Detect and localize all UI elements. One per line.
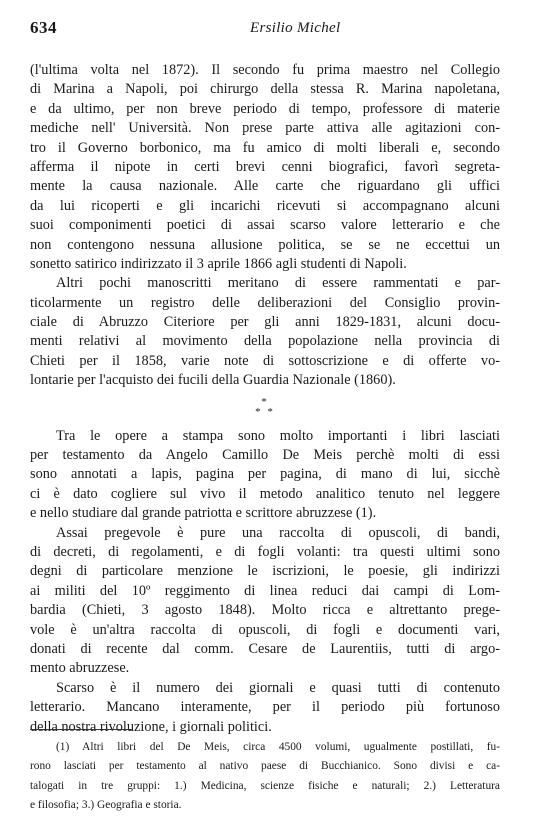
paragraph-4 — [30, 524, 500, 679]
text-line: Altri pochi manoscritti meritano di essere rammentati e par- — [56, 275, 500, 292]
text-line: e nello studiare dal grande patriotta e scrittore abruzzese (1). — [30, 505, 377, 522]
text-line: mente la causa nazionale. Alle carte che riguardano gli uffici — [30, 178, 500, 195]
text-line: menti relativi al movimento della popolazione nella provincia di — [30, 333, 500, 350]
paragraph-1 — [30, 61, 500, 274]
text-line: e da ultimo, per non breve periodo di tempo, professore di materie — [30, 100, 500, 117]
text-line: sonetto satirico indirizzato il 3 aprile 1866 agli studenti di Napoli. — [30, 255, 407, 272]
separator-star-top: * — [261, 395, 269, 408]
main-text — [30, 61, 500, 737]
text-line: bardia (Chieti, 3 agosto 1848). Molto ricca e altrettanto prege- — [30, 602, 500, 619]
footnote-line: (1) Altri libri del De Meis, circa 4500 volumi, ugualmente postillati, fu- — [56, 741, 500, 753]
text-line: mento abruzzese. — [30, 660, 130, 677]
text-line: ai militi del 10º reggimento di linea reduci dai campi di Lom- — [30, 582, 500, 599]
footnote-line: e filosofia; 3.) Geografia e storia. — [30, 799, 182, 812]
text-line: (l'ultima volta nel 1872). Il secondo fu prima maestro nel Collegio — [30, 62, 500, 78]
footnote-line: talogati in tre gruppi: 1.) Medicina, scienze fisiche e naturali; 2.) Letteratura — [30, 779, 500, 792]
text-line: Tra le opere a stampa sono molto importanti i libri lasciati — [56, 427, 500, 444]
running-title: Ersilio Michel — [250, 20, 341, 36]
footnote-divider — [30, 729, 132, 730]
footnote — [30, 739, 500, 817]
paragraph-2 — [30, 274, 500, 390]
text-line: vole è un'altra raccolta di opuscoli, di fogli e documenti vari, — [30, 621, 500, 638]
text-line: della nostra rivoluzione, i giornali politici. — [30, 718, 272, 735]
text-line: degni di particolare menzione le iscrizioni, le poesie, gli indirizzi — [30, 563, 500, 580]
text-line: lontarie per l'acquisto dei fucili della Guardia Nazionale (1860). — [30, 372, 396, 389]
text-line: donati di recente dal comm. Cesare de Laurentiis, tutti di argo- — [30, 640, 500, 657]
text-line: mediche nell' Università. Non prese parte attiva alle agitazioni con- — [30, 120, 500, 137]
footnote-line: rono lasciati per testamento al nativo paese di Bucchianico. Sono divisi e ca- — [30, 760, 500, 773]
text-line: sono annotati a lapis, pagina per pagina, di mano di lui, sicchè — [30, 466, 500, 483]
text-line: ciale di Abruzzo Citeriore per gli anni 1829-1831, alcuni docu- — [30, 314, 500, 331]
separator-stars-bottom: * * — [255, 405, 275, 418]
text-line: di Marina a Napoli, poi chirurgo della stessa R. Marina napoletana, — [30, 81, 500, 98]
text-line: afferma il nipote in certi brevi cenni biografici, favorì segreta- — [30, 158, 500, 175]
text-line: ci è dato cogliere sul vivo il metodo analitico tenuto nel leggere — [30, 485, 500, 502]
text-line: Chieti per il 1858, varie note di sottoscrizione e di offerte vo- — [30, 352, 500, 369]
text-line: di decreti, di regolamenti, e di fogli volanti: tra questi ultimi sono — [30, 543, 500, 560]
text-line: non contengono nessuna allusione politica, se se ne eccettui un — [30, 236, 500, 253]
text-line: letterario. Mancano interamente, per il periodo più fortunoso — [30, 699, 500, 716]
text-line: da lui ricoperti e gli incarichi ricevuti si accompagnano alcuni — [30, 197, 500, 214]
text-line: per testamento da Angelo Camillo De Meis perchè molti di essi — [30, 447, 500, 464]
text-line: Scarso è il numero dei giornali e quasi tutti di contenuto — [56, 679, 500, 696]
text-line: ticolarmente un registro delle deliberazioni del Consiglio provin- — [30, 294, 500, 311]
page-number: 634 — [30, 18, 57, 37]
text-line: suoi componimenti poetici di assai scarso valore letterario e che — [30, 217, 500, 234]
section-separator — [30, 391, 500, 427]
text-line: Assai pregevole è pure una raccolta di opuscoli, di bandi, — [56, 524, 500, 541]
text-line: tro il Governo borbonico, ma fu amico di molti liberali e, secondo — [30, 139, 500, 156]
page-header — [30, 14, 522, 40]
paragraph-3 — [30, 427, 500, 524]
